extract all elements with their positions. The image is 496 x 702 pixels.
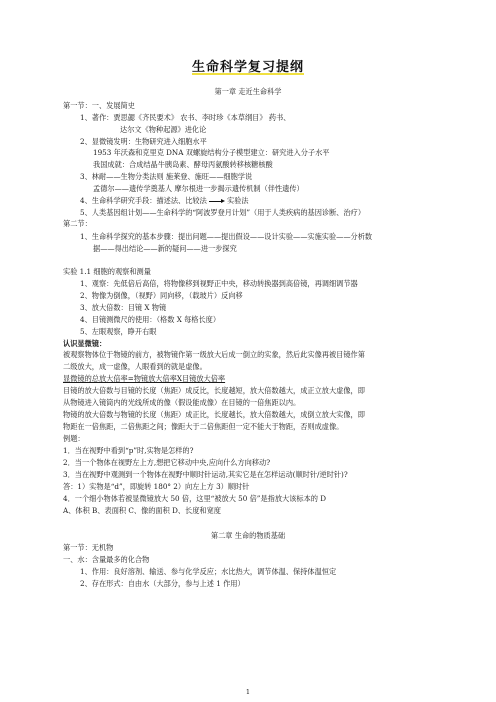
text-line: 1、观察：先低倍后高倍，将物像移到视野正中央，移动转换器到高倍镜，再调细调节器: [80, 279, 358, 288]
text-line: 第一节：一、发展简史: [63, 101, 135, 110]
text-line: 一、水：含量最多的化合物: [63, 555, 150, 564]
text-line: 我国成就：合成结晶牛胰岛素、酵母丙氨酸转移核糖核酸: [93, 160, 273, 169]
text-line: 5、左眼观察，睁开右眼: [80, 327, 157, 336]
text-line: 3．当在视野中观测到一个物体在视野中顺时针运动,其实它是在怎样运动(顺时针/逆时针)?: [63, 470, 348, 479]
text-line: 4、生命科学研究手段：描述法、比较法 实验法: [80, 196, 249, 205]
text-line: 目镜的放大倍数与目镜的长度（焦距）成反比，长度越短，放大倍数越大，成正立放大虚像，即: [63, 386, 365, 395]
arrow-icon: [209, 201, 223, 202]
text-line: 1、作用：良好溶剂、输送、参与化学反应；水比热大，调节体温、保持体温恒定: [80, 567, 337, 576]
text-line: 1953 年沃森和克里克 DNA 双螺旋结构分子模型建立：研究进入分子水平: [93, 148, 330, 157]
text-line: 4．一个细小物体若被显微镜放大 50 倍，这里“被放大 50 倍”是指放大该标本的 D: [63, 494, 327, 503]
text-line: 认识显微镜：: [63, 339, 107, 348]
page-number: 1: [245, 688, 251, 696]
text-line: 1、生命科学探究的基本步骤：提出问题——提出假设——设计实验——实施实验——分析数: [80, 232, 373, 241]
text-line: 第一章 走近生命科学: [214, 87, 282, 96]
text-line: 第二章 生命的物质基础: [210, 531, 286, 540]
text-line: 1、著作：贾思勰《齐民要术》 农书、李时珍《本草纲目》 药书、: [80, 113, 291, 122]
text-line: 2．当一个物体在视野左上方,想把它移动中央,应向什么方向移动?: [63, 458, 271, 467]
text-line: 二级放大，成一虚像，人眼看到的就是虚像。: [63, 362, 207, 371]
text-line: 2、显微镜发明：生物研究进入细胞水平: [80, 137, 207, 146]
text-line: 3、林耐——生物分类法则 施莱登、施旺——细胞学说: [80, 172, 253, 181]
text-line: A、体积 B、表面积 C、像的面积 D、长度和宽度: [63, 506, 221, 515]
text-line: 从物镜进入镜筒内的光线所成的像（假设能成像）在目镜的一倍焦距以内。: [63, 398, 301, 407]
arrow-target-text: 实验法: [224, 196, 249, 205]
text-line: 1．当在视野中看到“p”时,实物是怎样的?: [63, 446, 194, 455]
text-line: 第二节：: [63, 219, 92, 228]
text-line: 被观察物体位于物镜的前方，被物镜作第一级放大后成一倒立的实象，然后此实像再被目镜作第: [63, 350, 365, 359]
text-line: 例题：: [63, 434, 85, 443]
text-line: 4、目镜测微尺的使用：（格数 X 每格长度）: [80, 315, 221, 324]
text-line: 实验 1.1 细胞的观察和测量: [63, 267, 151, 276]
text-line: 据——得出结论——新的疑问——进一步探究: [93, 244, 237, 253]
text-line: 孟德尔——遗传学奠基人 摩尔根进一步揭示遗传机制（伴性遗传）: [93, 184, 304, 193]
page-title: 生命科学复习提纲: [191, 60, 304, 75]
text-line: 物镜的放大倍数与物镜的长度（焦距）成正比，长度越长，放大倍数越大，成倒立放大实像，即: [63, 410, 365, 419]
text-line: 答：1）实物是“d”，即旋转 180° 2）向左上方 3）顺时针: [63, 482, 250, 491]
text-line: 2、物像为倒像，（视野）同向移，（载玻片）反向移: [80, 291, 243, 300]
text-line: 2、存在形式：自由水（大部分，参与上述 1 作用）: [80, 579, 245, 588]
text-line: 5、人类基因组计划——生命科学的“阿波罗登月计划”（用于人类疾病的基因诊断、治疗）: [80, 208, 366, 217]
text-line: 达尔文《物种起源》进化论: [120, 125, 207, 134]
text-line: 第一节：无机物: [63, 543, 114, 552]
text-line: 物距在一倍焦距，二倍焦距之间；像距大于二倍焦距但一定不能大于物距，否则成虚像。: [63, 422, 344, 431]
text-line: 显微镜的总放大倍率=物镜放大倍率X目镜放大倍率: [63, 374, 226, 383]
text-line: 3、放大倍数：目镜 X 物镜: [80, 303, 167, 312]
